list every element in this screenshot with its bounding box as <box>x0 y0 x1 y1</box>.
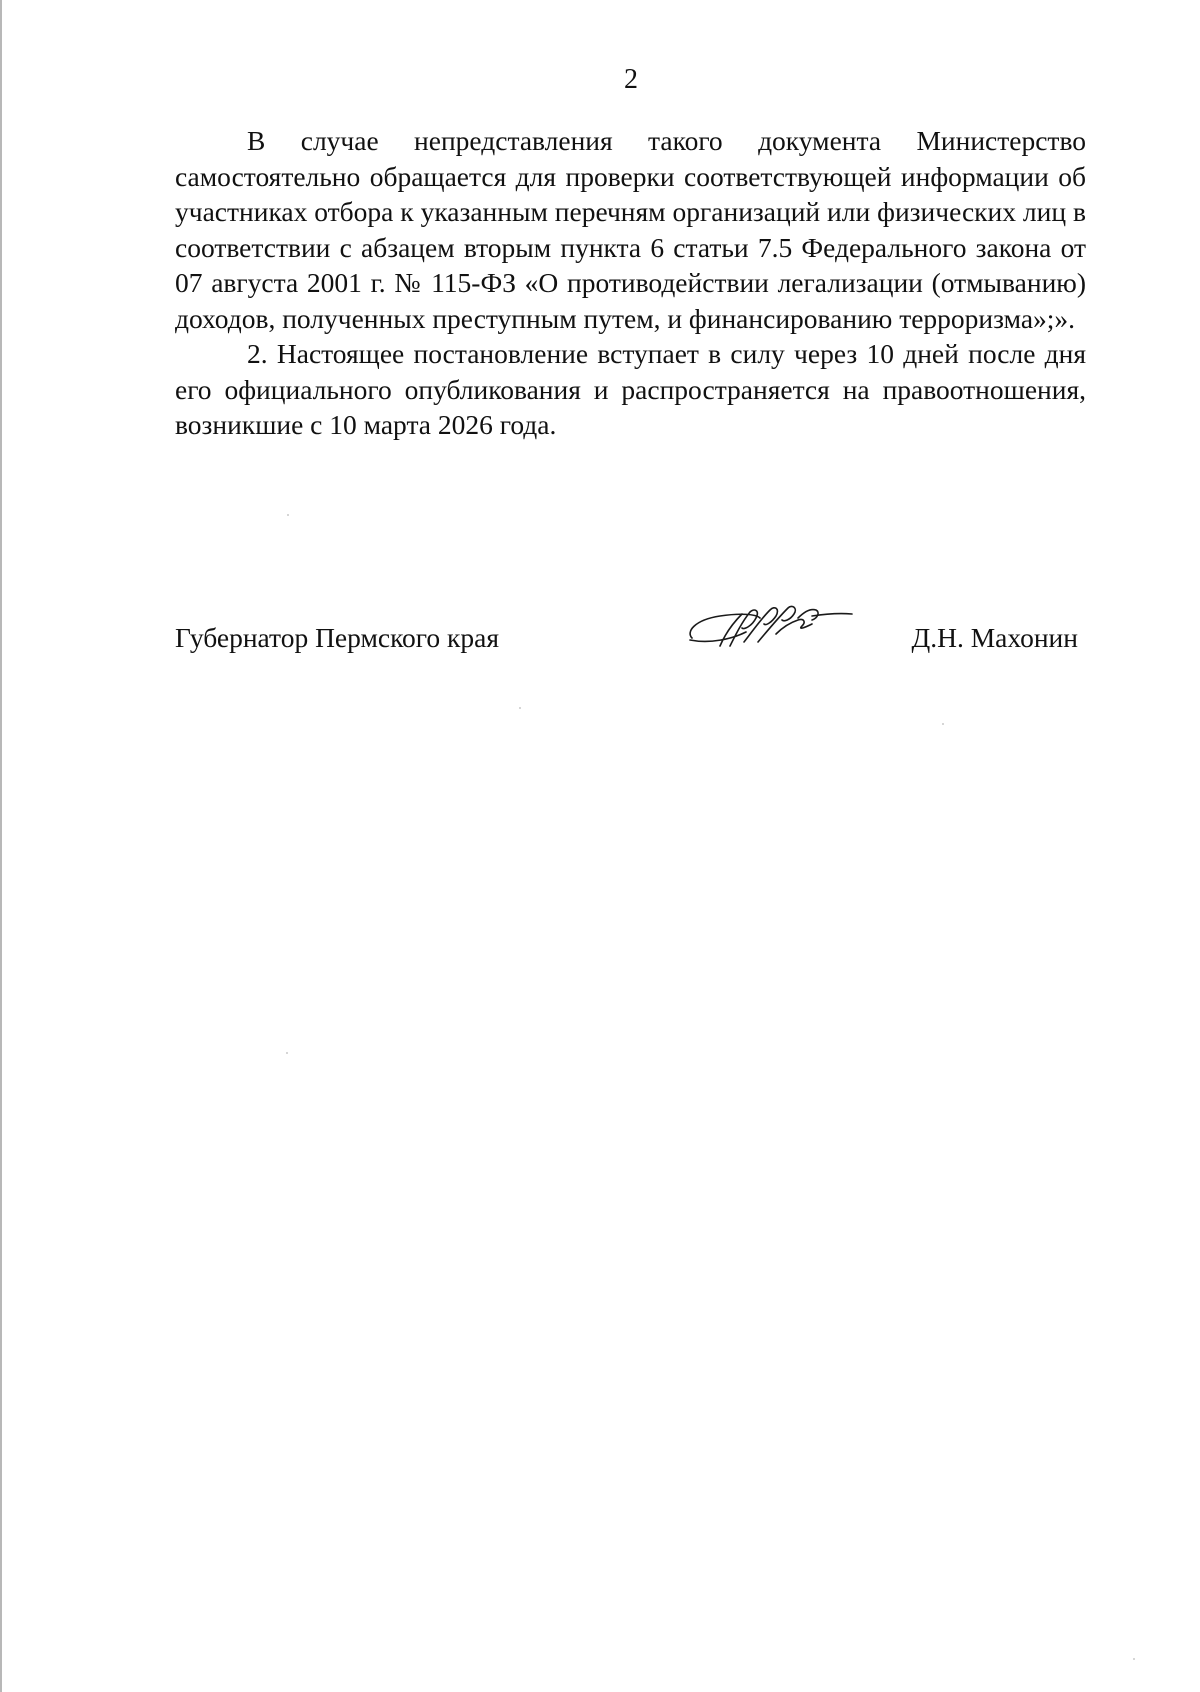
paragraph-1: В случае непредставления такого документа Министерство самостоятельно обращается для проверки соответствующей информации об участниках отбора к указанным перечням организаций или физических лиц в соответствии с абзацем вторым пункта 6 статьи 7.5 Федерального закона от 07 августа 2001 г. № 115-ФЗ «О противодействии легализации (отмыванию) доходов, полученных преступным путем, и финансированию терроризма»;». <box>175 125 1086 334</box>
signature-block <box>175 620 1078 660</box>
signatory-position: Губернатор Пермского края <box>175 622 499 653</box>
scan-speck <box>286 1052 288 1054</box>
scan-speck <box>942 723 944 725</box>
signatory-name: Д.Н. Махонин <box>911 622 1078 653</box>
scan-speck <box>519 707 521 709</box>
scan-speck <box>1133 1658 1135 1660</box>
handwritten-signature <box>680 592 855 664</box>
scan-speck <box>287 514 289 516</box>
paragraph-2: 2. Настоящее постановление вступает в силу через 10 дней после дня его официального опубликования и распространяется на правоотношения, возникшие с 10 марта 2026 года. <box>175 338 1086 440</box>
document-body <box>175 123 1086 443</box>
page-number: 2 <box>624 64 638 95</box>
scan-edge <box>0 0 2 1692</box>
